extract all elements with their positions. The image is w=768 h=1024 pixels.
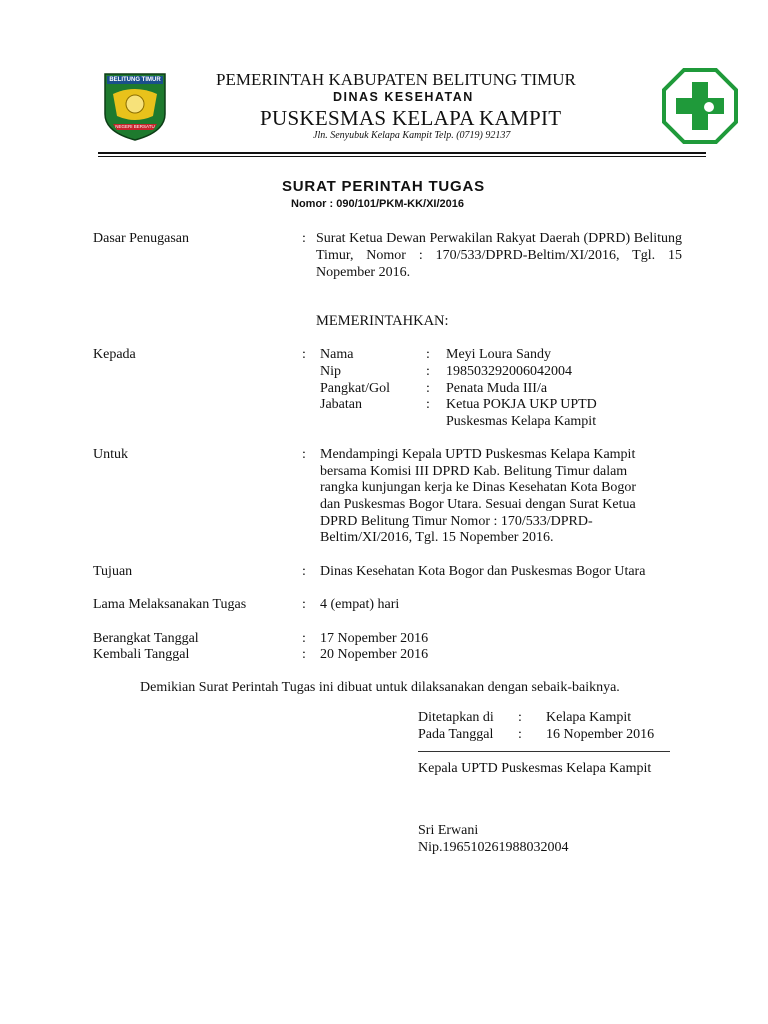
tujuan-colon: : <box>302 564 306 579</box>
lama-label: Lama Melaksanakan Tugas <box>93 597 247 612</box>
dasar-text: Surat Ketua Dewan Perwakilan Rakyat Daerah (DPRD) Belitung Timur, Nomor : 170/533/DPRD-Beltim/XI/2016, Tgl. 15 Nopember 2016. <box>316 231 682 280</box>
regency-logo-banner: NEGERI BERSATU <box>115 124 155 129</box>
header-puskesmas: PUSKESMAS KELAPA KAMPIT <box>260 106 562 130</box>
untuk-label: Untuk <box>93 447 128 462</box>
untuk-colon: : <box>302 447 306 462</box>
command-heading: MEMERINTAHKAN: <box>316 313 449 329</box>
untuk-line: Mendampingi Kepala UPTD Puskesmas Kelapa Kampit <box>320 447 636 462</box>
field-value: 198503292006042004 <box>446 364 572 379</box>
regency-logo <box>101 70 169 142</box>
signer-position: Kepala UPTD Puskesmas Kelapa Kampit <box>418 761 652 776</box>
dasar-label: Dasar Penugasan <box>93 231 190 246</box>
field-colon: : <box>426 397 430 412</box>
header-department: DINAS KESEHATAN <box>333 90 474 104</box>
signer-nip: Nip.196510261988032004 <box>418 840 569 855</box>
field-colon: : <box>426 364 430 379</box>
berangkat-value: 17 Nopember 2016 <box>320 631 429 646</box>
ditetapkan-colon: : <box>518 710 522 725</box>
signature-divider <box>418 751 670 752</box>
field-colon: : <box>426 347 430 362</box>
untuk-line: Beltim/XI/2016, Tgl. 15 Nopember 2016. <box>320 530 554 545</box>
document-title: SURAT PERINTAH TUGAS <box>282 178 485 195</box>
field-key: Nama <box>320 347 354 362</box>
lama-value: 4 (empat) hari <box>320 597 400 612</box>
untuk-line: bersama Komisi III DPRD Kab. Belitung Timur dalam <box>320 464 628 479</box>
kembali-colon: : <box>302 647 306 662</box>
field-key: Nip <box>320 364 341 379</box>
tanggal-label: Pada Tanggal <box>418 727 494 742</box>
berangkat-colon: : <box>302 631 306 646</box>
kembali-value: 20 Nopember 2016 <box>320 647 429 662</box>
untuk-line: rangka kunjungan kerja ke Dinas Kesehatan Kota Bogor <box>320 480 637 495</box>
field-value: Ketua POKJA UKP UPTD <box>446 397 597 412</box>
dasar-colon: : <box>302 231 306 246</box>
header-divider-thin <box>98 156 706 157</box>
untuk-line: dan Puskesmas Bogor Utara. Sesuai dengan Surat Ketua <box>320 497 636 512</box>
tanggal-colon: : <box>518 727 522 742</box>
document-number: Nomor : 090/101/PKM-KK/XI/2016 <box>291 198 465 210</box>
field-key: Pangkat/Gol <box>320 381 390 396</box>
field-value: Penata Muda III/a <box>446 381 548 396</box>
berangkat-label: Berangkat Tanggal <box>93 631 199 646</box>
kepada-colon: : <box>302 347 306 362</box>
signer-name: Sri Erwani <box>418 823 479 838</box>
tujuan-label: Tujuan <box>93 564 133 579</box>
field-value: Meyi Loura Sandy <box>446 347 551 362</box>
regency-logo-text: BELITUNG TIMUR <box>109 77 161 83</box>
untuk-line: DPRD Belitung Timur Nomor : 170/533/DPRD- <box>320 514 593 529</box>
tujuan-value: Dinas Kesehatan Kota Bogor dan Puskesmas Bogor Utara <box>320 564 646 579</box>
header-address: Jln. Senyubuk Kelapa Kampit Telp. (0719) 92137 <box>313 130 511 141</box>
jabatan-continued: Puskesmas Kelapa Kampit <box>446 414 597 429</box>
ditetapkan-label: Ditetapkan di <box>418 710 494 725</box>
field-key: Jabatan <box>320 397 362 412</box>
closing-statement: Demikian Surat Perintah Tugas ini dibuat untuk dilaksanakan dengan sebaik-baiknya. <box>140 680 620 695</box>
lama-colon: : <box>302 597 306 612</box>
kepada-label: Kepada <box>93 347 136 362</box>
header-government: PEMERINTAH KABUPATEN BELITUNG TIMUR <box>216 70 576 89</box>
kembali-label: Kembali Tanggal <box>93 647 190 662</box>
puskesmas-logo <box>662 68 738 144</box>
header-divider <box>98 152 706 154</box>
tanggal-value: 16 Nopember 2016 <box>546 727 655 742</box>
ditetapkan-value: Kelapa Kampit <box>546 710 632 725</box>
field-colon: : <box>426 381 430 396</box>
